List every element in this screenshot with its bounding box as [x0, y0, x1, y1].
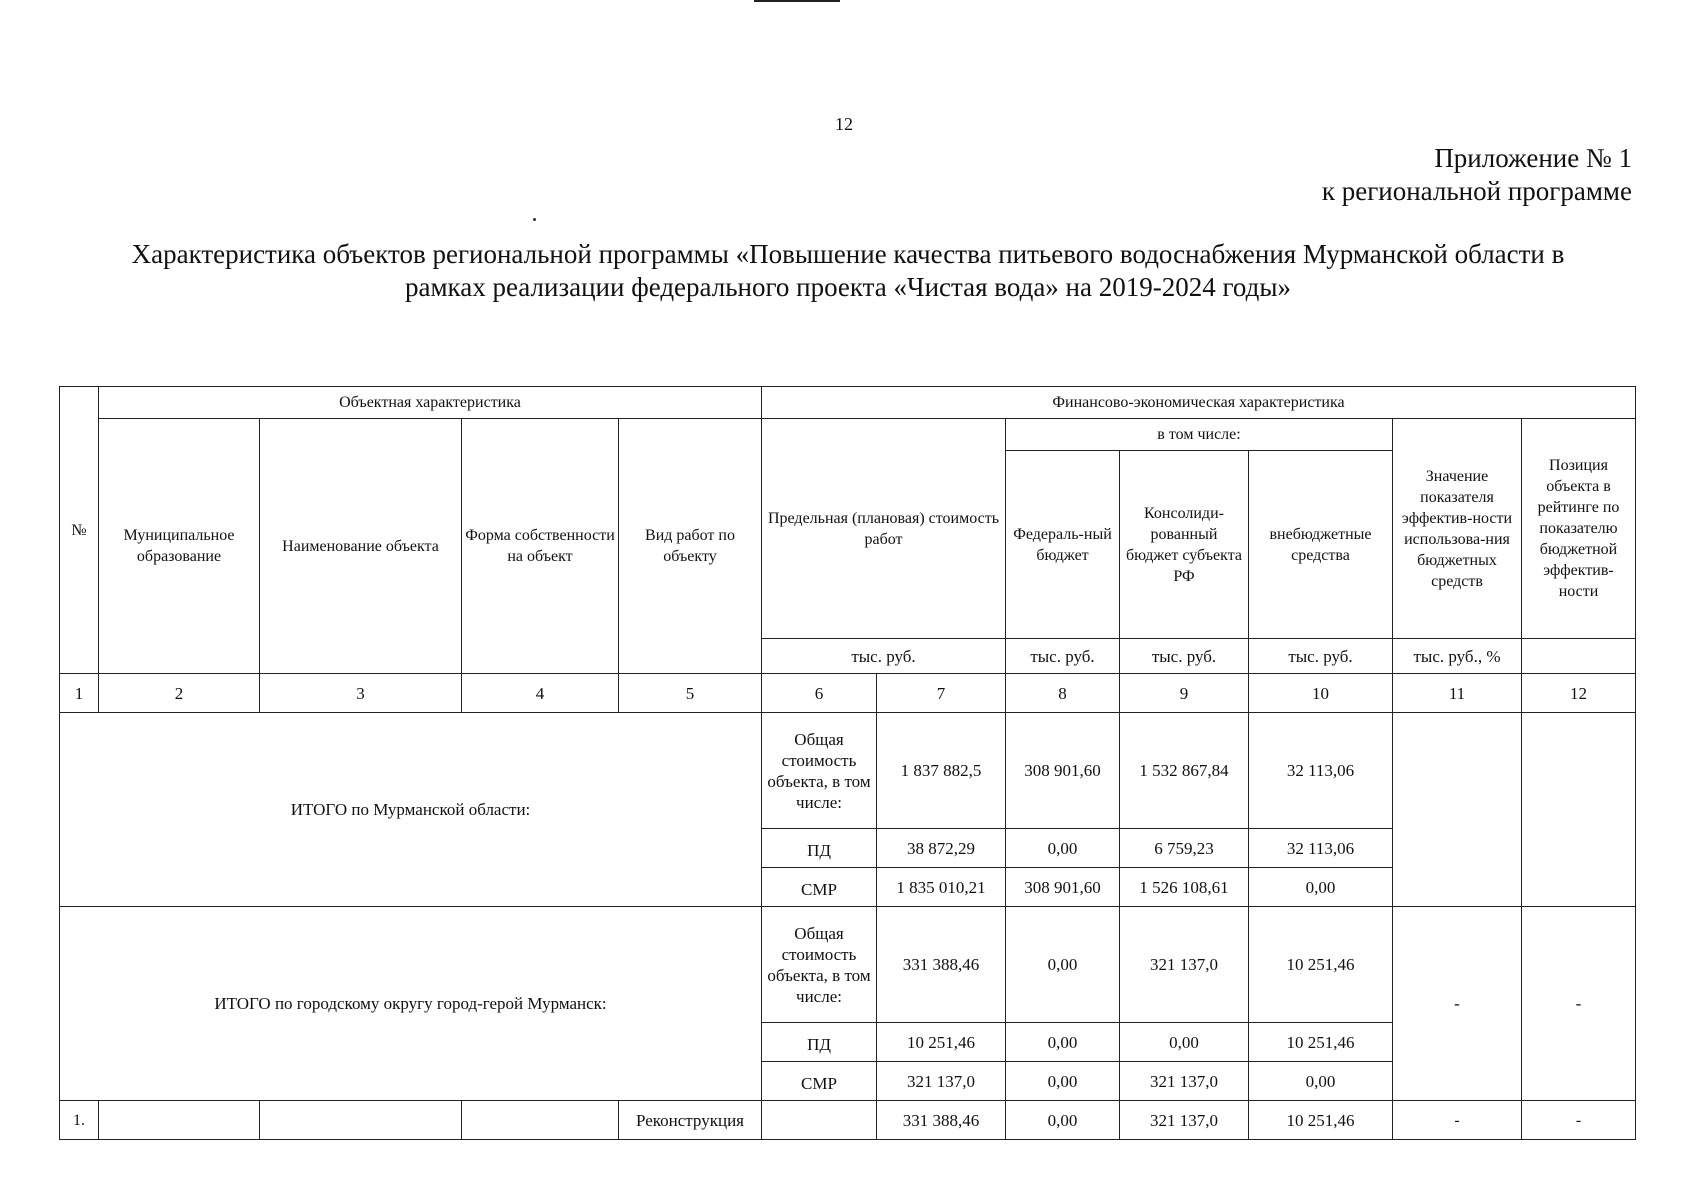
- region-total-general-federal: 308 901,60: [1006, 713, 1120, 829]
- city-total-rating: -: [1522, 907, 1636, 1101]
- col-number-2: 2: [99, 674, 260, 713]
- city-total-general-extra: 10 251,46: [1249, 907, 1393, 1023]
- row1-cost: 331 388,46: [877, 1101, 1006, 1140]
- header-municipality: Муниципальное образование: [99, 419, 260, 674]
- city-total-pd-label: ПД: [762, 1023, 877, 1062]
- document-title: [60, 238, 1636, 304]
- region-total-smr-cost: 1 835 010,21: [877, 868, 1006, 907]
- title-line-1: Характеристика объектов региональной программы «Повышение качества питьевого водоснабжения Мурманской области в: [131, 239, 1565, 269]
- region-total-rating: [1522, 713, 1636, 907]
- header-consolidated: Консолиди-рованный бюджет субъекта РФ: [1120, 451, 1249, 639]
- city-total-general-cost: 331 388,46: [877, 907, 1006, 1023]
- col-number-10: 10: [1249, 674, 1393, 713]
- region-total-general-cost: 1 837 882,5: [877, 713, 1006, 829]
- region-total-smr-federal: 308 901,60: [1006, 868, 1120, 907]
- city-total-pd-cost: 10 251,46: [877, 1023, 1006, 1062]
- header-rating: Позиция объекта в рейтинге по показателю бюджетной эффектив-ности: [1522, 419, 1636, 639]
- region-total-general-extra: 32 113,06: [1249, 713, 1393, 829]
- region-total-general-label: Общая стоимость объекта, в том числе:: [762, 713, 877, 829]
- header-limit-cost: Предельная (плановая) стоимость работ: [762, 419, 1006, 639]
- city-total-label: ИТОГО по городскому округу город-герой Мурманск:: [60, 907, 762, 1101]
- city-total-smr-federal: 0,00: [1006, 1062, 1120, 1101]
- row1-object-name: [260, 1101, 462, 1140]
- region-total-smr-label: СМР: [762, 868, 877, 907]
- region-total-efficiency: [1393, 713, 1522, 907]
- region-total-pd-label: ПД: [762, 829, 877, 868]
- objects-table: [59, 386, 1636, 1140]
- col-number-6: 6: [762, 674, 877, 713]
- region-total-pd-extra: 32 113,06: [1249, 829, 1393, 868]
- city-total-smr-cost: 321 137,0: [877, 1062, 1006, 1101]
- row1-federal: 0,00: [1006, 1101, 1120, 1140]
- region-total-pd-consolidated: 6 759,23: [1120, 829, 1249, 868]
- header-extrabudget: внебюджетные средства: [1249, 451, 1393, 639]
- appendix-note: [1322, 142, 1632, 208]
- region-total-pd-cost: 38 872,29: [877, 829, 1006, 868]
- city-total-pd-extra: 10 251,46: [1249, 1023, 1393, 1062]
- city-total-general-label: Общая стоимость объекта, в том числе:: [762, 907, 877, 1023]
- row1-ownership: [462, 1101, 619, 1140]
- city-total-pd-consolidated: 0,00: [1120, 1023, 1249, 1062]
- city-total-pd-federal: 0,00: [1006, 1023, 1120, 1062]
- unit-federal: тыс. руб.: [1006, 639, 1120, 674]
- row1-number: 1.: [60, 1101, 99, 1140]
- row1-type: [762, 1101, 877, 1140]
- col-number-3: 3: [260, 674, 462, 713]
- region-total-smr-extra: 0,00: [1249, 868, 1393, 907]
- region-total-label: ИТОГО по Мурманской области:: [60, 713, 762, 907]
- col-number-11: 11: [1393, 674, 1522, 713]
- header-work-type: Вид работ по объекту: [619, 419, 762, 674]
- unit-rating: [1522, 639, 1636, 674]
- col-number-12: 12: [1522, 674, 1636, 713]
- row1-rating: -: [1522, 1101, 1636, 1140]
- col-number-4: 4: [462, 674, 619, 713]
- row1-consolidated: 321 137,0: [1120, 1101, 1249, 1140]
- header-ownership: Форма собственности на объект: [462, 419, 619, 674]
- city-total-general-consolidated: 321 137,0: [1120, 907, 1249, 1023]
- col-number-1: 1: [60, 674, 99, 713]
- region-total-general-consolidated: 1 532 867,84: [1120, 713, 1249, 829]
- city-total-smr-label: СМР: [762, 1062, 877, 1101]
- header-including: в том числе:: [1006, 419, 1393, 451]
- unit-extra: тыс. руб.: [1249, 639, 1393, 674]
- page-number: 12: [835, 114, 853, 134]
- unit-cost: тыс. руб.: [762, 639, 1006, 674]
- appendix-line-1: Приложение № 1: [1434, 143, 1632, 173]
- city-total-smr-consolidated: 321 137,0: [1120, 1062, 1249, 1101]
- region-total-pd-federal: 0,00: [1006, 829, 1120, 868]
- row1-work-type: Реконструкция: [619, 1101, 762, 1140]
- city-total-general-federal: 0,00: [1006, 907, 1120, 1023]
- header-no: №: [60, 387, 99, 674]
- unit-efficiency: тыс. руб., %: [1393, 639, 1522, 674]
- city-total-efficiency: -: [1393, 907, 1522, 1101]
- row1-municipality: [99, 1101, 260, 1140]
- row1-extra: 10 251,46: [1249, 1101, 1393, 1140]
- header-fin-char: Финансово-экономическая характеристика: [762, 387, 1636, 419]
- header-federal: Федераль-ный бюджет: [1006, 451, 1120, 639]
- header-object-name: Наименование объекта: [260, 419, 462, 674]
- stray-dot: [533, 218, 536, 221]
- row1-efficiency: -: [1393, 1101, 1522, 1140]
- title-line-2: рамках реализации федерального проекта «Чистая вода» на 2019-2024 годы»: [404, 272, 1291, 302]
- city-total-smr-extra: 0,00: [1249, 1062, 1393, 1101]
- top-rule: [754, 0, 840, 2]
- unit-consolidated: тыс. руб.: [1120, 639, 1249, 674]
- region-total-smr-consolidated: 1 526 108,61: [1120, 868, 1249, 907]
- col-number-5: 5: [619, 674, 762, 713]
- col-number-7: 7: [877, 674, 1006, 713]
- appendix-line-2: к региональной программе: [1321, 176, 1632, 206]
- header-object-char: Объектная характеристика: [99, 387, 762, 419]
- header-efficiency: Значение показателя эффектив-ности использова-ния бюджетных средств: [1393, 419, 1522, 639]
- col-number-8: 8: [1006, 674, 1120, 713]
- col-number-9: 9: [1120, 674, 1249, 713]
